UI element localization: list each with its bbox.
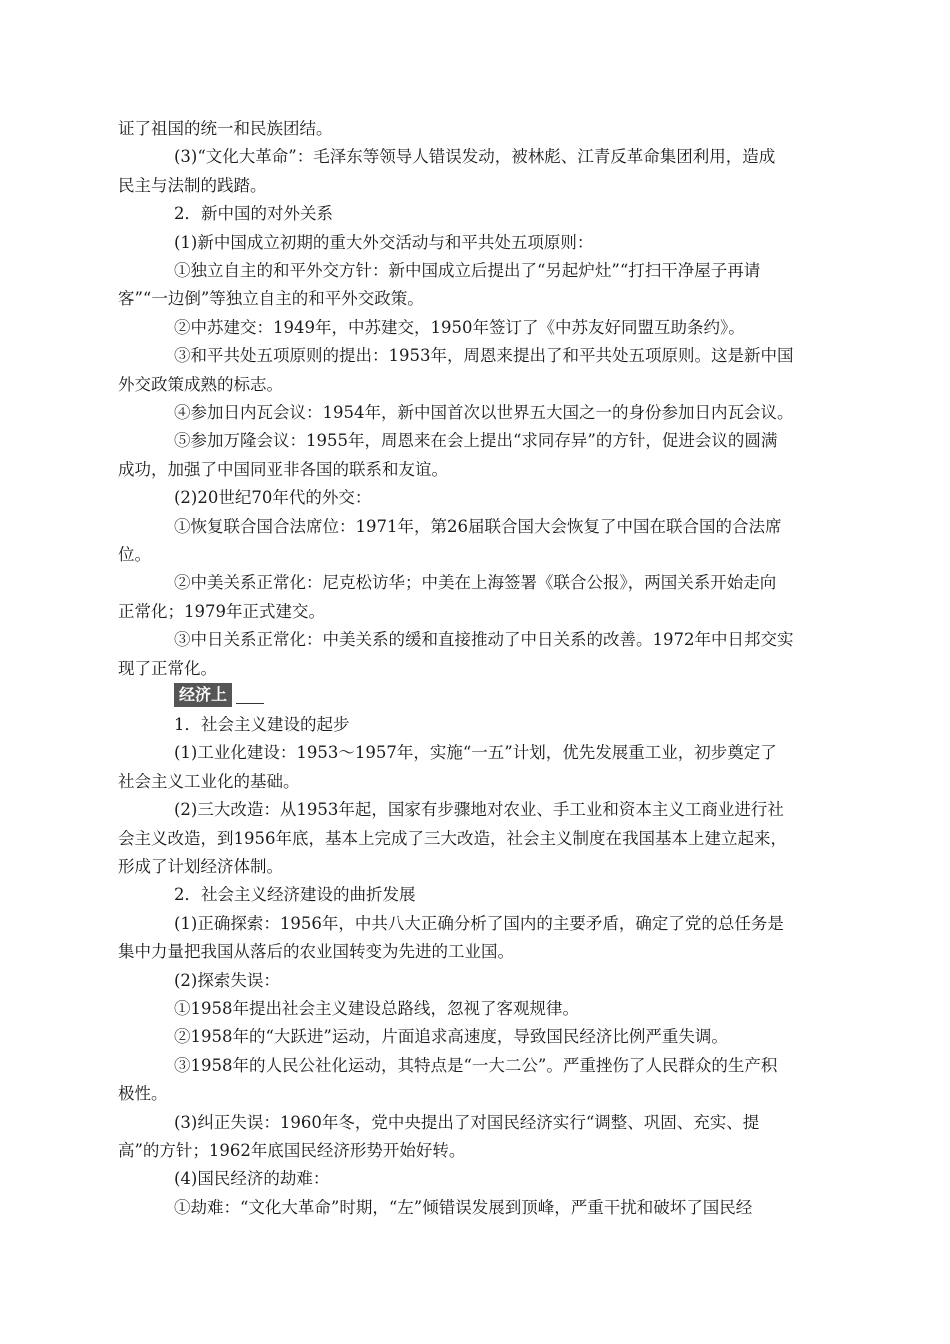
text-line: 外交政策成熟的标志。 [118, 374, 283, 394]
text-line: 会主义改造，到1956年底，基本上完成了三大改造，社会主义制度在我国基本上建立起来， [118, 828, 787, 848]
text-line: (1)正确探索：1956年，中共八大正确分析了国内的主要矛盾，确定了党的总任务是 [174, 913, 784, 933]
text-line: 证了祖国的统一和民族团结。 [118, 119, 333, 138]
text-line: 高”的方针；1962年底国民经济形势开始好转。 [118, 1141, 466, 1160]
text-line: ③1958年的人民公社化运动，其特点是“一大二公”。严重挫伤了人民群众的生产积 [174, 1055, 778, 1075]
section-heading-economy [174, 683, 264, 707]
text-line: ①劫难：“文化大革命”时期，“左”倾错误发展到顶峰，严重干扰和破坏了国民经 [174, 1197, 753, 1217]
text-line: 2．新中国的对外关系 [174, 204, 333, 224]
text-line: ⑤参加万隆会议：1955年，周恩来在会上提出“求同存异”的方针，促进会议的圆满 [174, 431, 778, 451]
text-line: ④参加日内瓦会议：1954年，新中国首次以世界五大国之一的身份参加日内瓦会议。 [174, 403, 794, 422]
text-line: 极性。 [118, 1084, 168, 1104]
text-line: 民主与法制的践踏。 [118, 175, 267, 195]
text-line: 正常化；1979年正式建交。 [118, 601, 325, 621]
text-line: ②1958年的“大跃进”运动，片面追求高速度，导致国民经济比例严重失调。 [174, 1027, 728, 1047]
text-line: ②中美关系正常化：尼克松访华；中美在上海签署《联合公报》，两国关系开始走向 [174, 573, 777, 593]
text-line: (2)20世纪70年代的外交： [174, 488, 372, 508]
text-line: (2)探索失误： [174, 970, 280, 990]
text-line: (1)新中国成立初期的重大外交活动与和平共处五项原则： [174, 232, 594, 252]
section-badge: 经济上 [174, 683, 232, 707]
text-line: 客”“一边倒”等独立自主的和平外交政策。 [118, 289, 424, 309]
text-line: ②中苏建交：1949年，中苏建交，1950年签订了《中苏友好同盟互助条约》。 [174, 317, 745, 337]
text-line: 位。 [118, 545, 151, 564]
text-line: (4)国民经济的劫难： [174, 1169, 330, 1189]
text-line: 成功，加强了中国同亚非各国的联系和友谊。 [118, 459, 448, 479]
text-line: 形成了计划经济体制。 [118, 857, 283, 876]
text-line: (3)纠正失误：1960年冬，党中央提出了对国民经济实行“调整、巩固、充实、提 [174, 1112, 760, 1132]
text-line: ①1958年提出社会主义建设总路线，忽视了客观规律。 [174, 999, 579, 1018]
text-line: ③和平共处五项原则的提出：1953年，周恩来提出了和平共处五项原则。这是新中国 [174, 346, 794, 366]
text-line: (2)三大改造：从1953年起，国家有步骤地对农业、手工业和资本主义工商业进行社 [174, 800, 784, 820]
text-line: ①独立自主的和平外交方针：新中国成立后提出了“另起炉灶”“打扫干净屋子再请 [174, 261, 761, 280]
text-line: 社会主义工业化的基础。 [118, 771, 300, 791]
text-line: ③中日关系正常化：中美关系的缓和直接推动了中日关系的改善。1972年中日邦交实 [174, 630, 794, 650]
text-line: (3)“文化大革命”：毛泽东等领导人错误发动，被林彪、江青反革命集团利用，造成 [174, 147, 776, 167]
text-line: 2．社会主义经济建设的曲折发展 [174, 885, 416, 905]
heading-rule [236, 703, 264, 704]
text-line: ①恢复联合国合法席位：1971年，第26届联合国大会恢复了中国在联合国的合法席 [174, 516, 782, 536]
text-line: (1)工业化建设：1953～1957年，实施“一五”计划，优先发展重工业，初步奠定了 [174, 743, 777, 763]
text-line: 集中力量把我国从落后的农业国转变为先进的工业国。 [118, 942, 514, 962]
text-line: 1．社会主义建设的起步 [174, 715, 350, 734]
text-line: 现了正常化。 [118, 658, 217, 678]
